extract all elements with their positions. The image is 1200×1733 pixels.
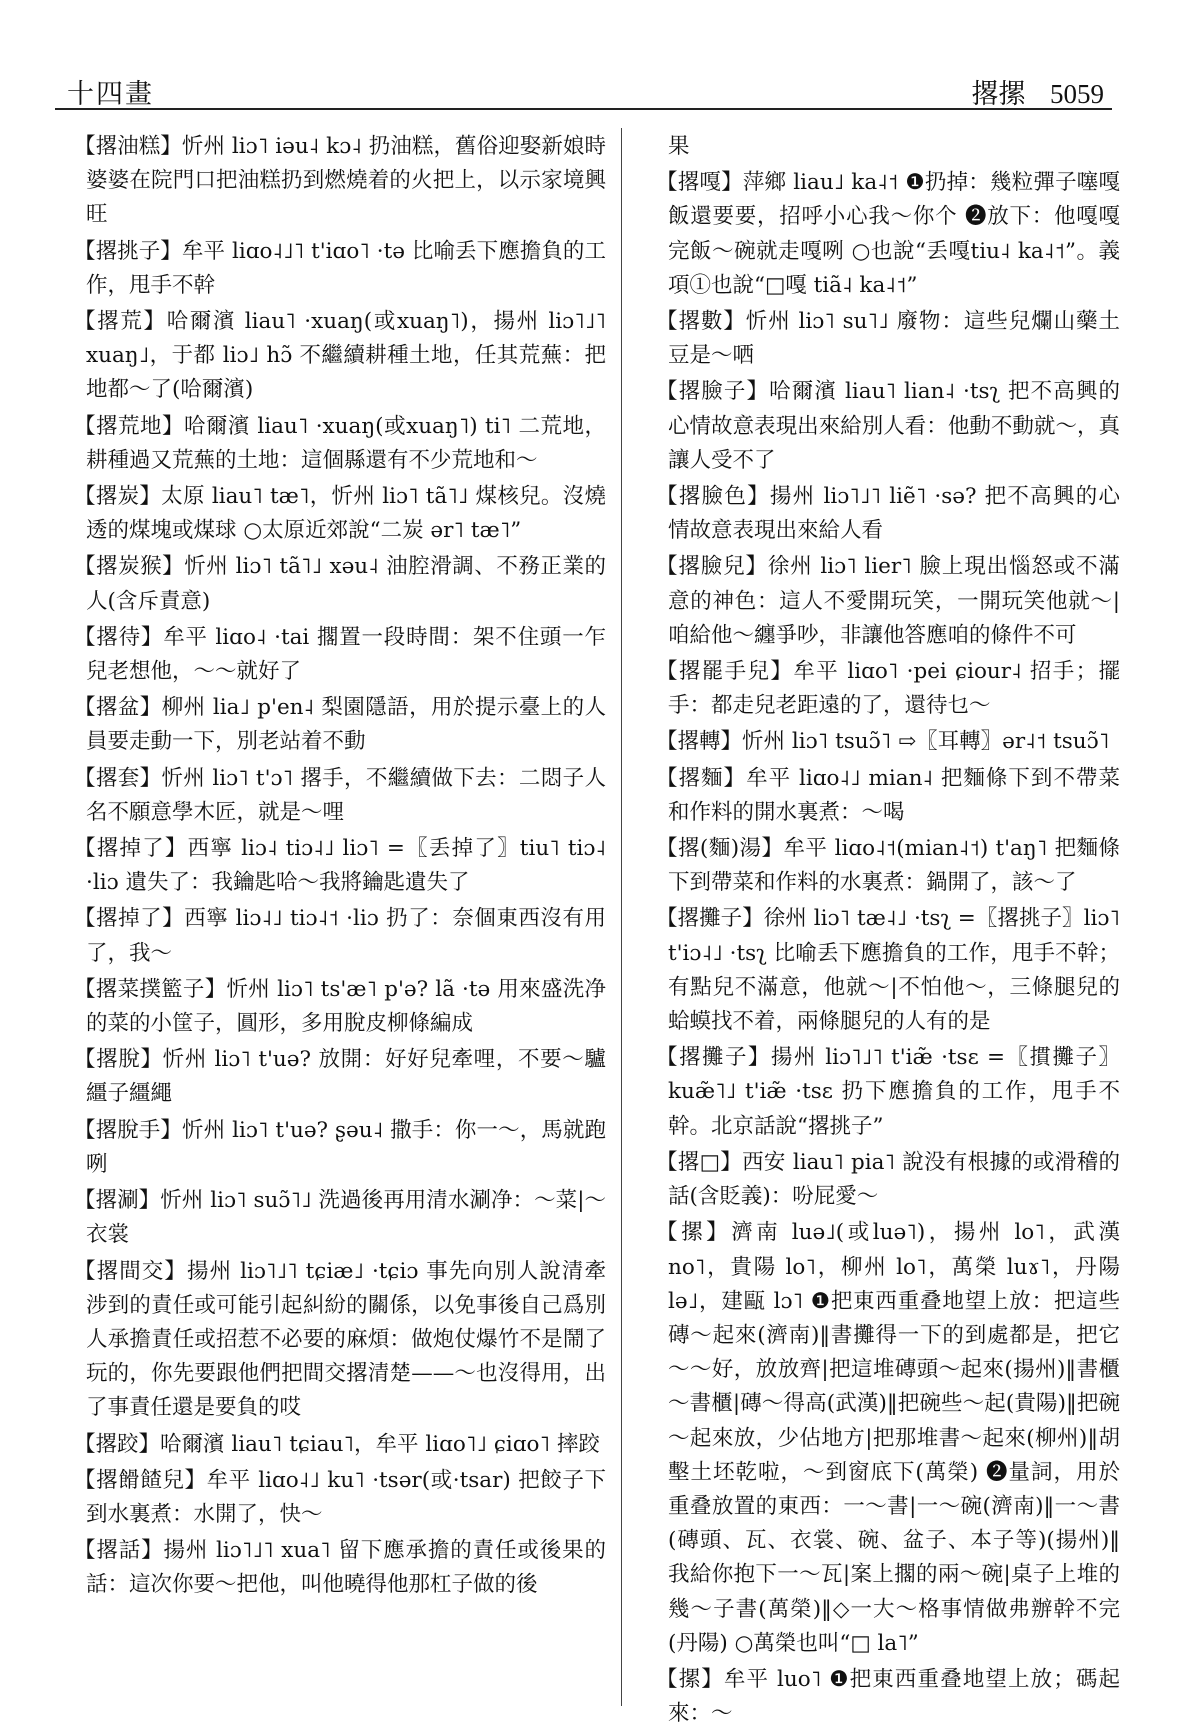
dictionary-entry [58,1114,606,1182]
entry-definition: 牟平 luo˥ ❶把東西重叠地望上放；碼起來：～ [668,1666,1120,1727]
dictionary-entry [58,832,606,900]
section-title: 十四畫 [67,79,154,110]
entry-definition: 哈爾濱 liau˥ tɕiau˥，牟平 liɑo˥˩ ɕiɑo˥ 摔跤 [160,1431,600,1457]
entry-headword: 【撂待】 [74,624,164,650]
entry-headword: 【撂臉兒】 [656,554,768,580]
entry-definition: 牟平 liɑo˥ ·pei ɕiour˨ 招手；擺手：都走兒老距遠的了，還待乜～ [668,659,1120,719]
dictionary-entry [640,1216,1120,1661]
entry-headword: 【撂跤】 [74,1431,161,1457]
entry-headword: 【撂轉】 [656,729,743,755]
entry-definition: 牟平 liɑo˨ ·tai 擱置一段時間：架不住頭一乍兒老想他，～～就好了 [86,624,606,685]
entry-definition: 忻州 liɔ˥ iəu˨ kɔ˨ 扔油糕，舊俗迎娶新娘時婆婆在院門口把油糕扔到燃燒着的火把上，以示家境興旺 [86,134,606,228]
entry-headword: 【撂罷手兒】 [656,659,794,685]
entry-definition: 忻州 liɔ˥ tã˥˩ xəu˨ 油腔滑調、不務正業的人(含斥責意) [86,554,606,614]
entry-definition: 忻州 liɔ˥ ts'æ˥ p'ə? lã ·tə 用來盛洗净的菜的小筐子，圓形，多用脫皮柳條編成 [86,976,606,1037]
entry-definition: 哈爾濱 liau˥ lian˨ ·tsʅ 把不高興的心情故意表現出來給別人看：他動不動就～，真讓人受不了 [668,379,1120,473]
dictionary-entry [58,480,606,548]
entry-definition: 忻州 liɔ˥ t'ɔ˥ 撂手，不繼續做下去：二悶子人名不願意學木匠，就是～哩 [86,765,606,825]
dictionary-entry [58,235,606,303]
column-divider [621,128,622,1706]
entry-definition: 揚州 liɔ˥˩˥ tɕiæ˩ ·tɕiɔ 事先向別人說清牽涉到的責任或可能引起糾紛的關係，以免事後自己爲別人承擔責任或招惹不必要的麻煩：做炮仗爆竹不是鬧了玩的，你先要跟他們把間交撂清楚——～也沒得用，出了事責任還是要負的哎 [86,1258,606,1421]
entry-definition: 西寧 liɔ˨˩ tiɔ˨˦ ·liɔ 扔了：奈個東西沒有用了，我～ [86,906,606,966]
dictionary-entry [58,1043,606,1111]
entry-headword: 【撂脫手】 [74,1117,182,1143]
dictionary-entry [640,480,1120,548]
entry-definition: 太原 liau˥ tæ˥，忻州 liɔ˥ tã˥˩ 煤核兒。沒燒透的煤塊或煤球 ○太原近郊說“二炭 ər˥ tæ˥” [86,484,606,544]
dictionary-entry [640,305,1120,373]
dictionary-entry [58,410,606,478]
dictionary-entry [640,762,1120,830]
dictionary-entry [640,166,1120,303]
entry-headword: 【撂臉色】 [656,484,770,510]
dictionary-entry [640,375,1120,478]
entry-headword: 【撂□】 [656,1149,743,1175]
entry-headword: 【摞】 [656,1666,724,1692]
dictionary-entry [58,305,606,408]
right-column [640,130,1120,1733]
page-header [55,62,1112,110]
entry-headword: 【撂麵】 [656,765,747,791]
dictionary-entry [58,621,606,689]
dictionary-entry [58,550,606,618]
entry-definition: 揚州 liɔ˥˩˥ t'iæ̃ ·tsɛ =〖摜攤子〗kuæ̃˥˩ t'iæ̃ ·tsɛ 扔下應擔負的工作，甩手不幹。北京話說“撂挑子” [668,1045,1120,1139]
entry-definition: 忻州 liɔ˥ t'uə? 放開：好好兒牽哩，不要～驢繮子繮繩 [86,1047,606,1107]
entry-headword: 【撂荒地】 [74,413,185,439]
entry-definition: 柳州 lia˩ p'en˨ 梨園隱語，用於提示臺上的人員要走動一下，別老站着不動 [86,695,606,755]
entry-headword: 【撂荒】 [74,309,167,335]
entry-definition: 牟平 liɑo˨˦(mian˨˦) t'aŋ˥ 把麵條下到帶菜和作料的水裏煮：鍋開了，該～了 [668,836,1120,896]
entry-headword: 【撂掉了】 [74,906,185,932]
dictionary-entry [58,973,606,1041]
entry-headword: 【撂嘎】 [656,170,743,196]
entry-definition: 萍鄉 liau˩ ka˨˦ ❶扔掉：幾粒彈子噻嘎飯還要要，招呼小心我～你个 ❷放下：他嘎嘎完飯～碗就走嘎咧 ○也說“丢嘎tiu˨ ka˨˦”。義項①也說“□嘎 tiã˨ ka˨˦” [668,170,1120,298]
entry-headword: 【撂挑子】 [74,238,182,264]
page-number: 5059 [1050,79,1104,109]
entry-definition: 濟南 luə˩(或luə˥)，揚州 lo˥，武漢 no˥，貴陽 lo˥，柳州 lo˥，萬榮 luɤ˥，丹陽 lə˩，建甌 lɔ˥ ❶把東西重叠地望上放：把這些磚～起來(濟南)‖書攤得一下的到處都是，把它～～好，放放齊|把這堆磚頭～起來(揚州)‖書櫃～書櫃|磚～得高(武漢)‖把碗些～起(貴陽)‖把碗～起來放，少佔地方|把那堆書～起來(柳州)‖胡墼土坯乾啦，～到窗底下(萬榮) ❷量詞，用於重叠放置的東西：一～書|一～碗(濟南)‖一～書(磚頭、瓦、衣裳、碗、盆子、本子等)(揚州)‖我給你抱下一～瓦|案上擱的兩～碗|桌子上堆的幾～子書(萬榮)‖◇一大～格事情做弗辦幹不完(丹陽) ○萬榮也叫“□ la˥” [668,1220,1120,1656]
dictionary-entry [58,130,606,233]
entry-definition: 牟平 liɑo˨˩ mian˨ 把麵條下到不帶菜和作料的開水裏煮：～喝 [668,765,1120,825]
entry-headword: 【撂盆】 [74,695,162,721]
entry-definition: 忻州 liɔ˥ su˥˩ 廢物：這些兒爛山藥土豆是～哂 [668,309,1120,369]
dictionary-entry [640,1663,1120,1731]
dictionary-entry [58,691,606,759]
entry-definition: 忻州 liɔ˥ suɔ̃˥˩ 洗過後再用清水涮净：～菜|～衣裳 [86,1188,606,1248]
entry-headword: 【撂臉子】 [656,379,770,405]
entry-definition: 忻州 liɔ˥ t'uə? ʂəu˨ 撒手：你一～，馬就跑咧 [86,1117,606,1177]
entry-headword: 【撂餶餷兒】 [74,1467,207,1493]
dictionary-entry [640,725,1120,759]
dictionary-entry [58,1534,606,1602]
entry-headword: 【摞】 [656,1220,732,1246]
dictionary-entry [58,1184,606,1252]
dictionary-entry [58,762,606,830]
entry-definition: 哈爾濱 liau˥ ·xuaŋ(或xuaŋ˥)，揚州 liɔ˥˩˥ xuaŋ˩，于都 liɔ˩ hɔ̃ 不繼續耕種土地，任其荒蕪：把地都～了(哈爾濱) [86,309,606,403]
dictionary-entry [640,832,1120,900]
entry-definition: 揚州 liɔ˥˩˥ xua˥ 留下應承擔的責任或後果的話：這次你要～把他，叫他曉得他那杠子做的後 [86,1538,606,1598]
left-column [58,130,606,1605]
entry-headword: 【撂數】 [656,309,746,335]
entry-headword: 【撂間交】 [74,1258,187,1284]
entry-headword: 【撂套】 [74,765,162,791]
entry-definition: 徐州 liɔ˥ tæ˨˩ ·tsʅ =〖撂挑子〗liɔ˥ t'iɔ˨˩ ·tsʅ 比喻丢下應擔負的工作，甩手不幹；有點兒不滿意，他就～|不怕他～，三條腿兒的蛤蟆找不着，兩條腿兒的人有的是 [668,906,1120,1035]
entry-definition: 忻州 liɔ˥ tsuɔ̃˥ ⇨〖耳轉〗ər˨˦ tsuɔ̃˥ [742,729,1110,755]
entry-headword: 【撂油糕】 [74,134,182,159]
entry-headword: 【撂脫】 [74,1047,163,1073]
entry-definition: 牟平 liɑo˨˩˥ t'iɑo˥ ·tə 比喻丢下應擔負的工作，甩手不幹 [86,238,606,298]
entry-headword: 【撂炭】 [74,484,162,510]
header-right [971,72,1104,111]
entry-headword: 【撂攤子】 [656,906,764,932]
entry-definition: 哈爾濱 liau˥ ·xuaŋ(或xuaŋ˥) ti˥ 二荒地，耕種過又荒蕪的土地：這個縣還有不少荒地和～ [86,413,606,473]
dictionary-entry [58,1255,606,1426]
entry-headword: 【撂(麵)湯】 [656,836,784,862]
entry-definition: 揚州 liɔ˥˩˥ liẽ˥ ·sə? 把不高興的心情故意表現出來給人看 [668,484,1120,544]
running-headwords: 撂摞 [971,79,1026,110]
entry-definition: 徐州 liɔ˥ lier˥ 臉上現出惱怒或不滿意的神色：這人不愛開玩笑，一開玩笑他就～|咱給他～纏爭吵，非讓他答應咱的條件不可 [668,554,1120,648]
dictionary-entry [640,1146,1120,1214]
dictionary-entry [640,550,1120,653]
entry-headword: 【撂炭猴】 [74,554,185,580]
entry-headword: 【撂涮】 [74,1188,161,1214]
dictionary-entry [640,902,1120,1039]
entry-definition: 果 [668,134,690,159]
entry-headword: 【撂話】 [74,1538,164,1564]
entry-definition: 西寧 liɔ˨ tiɔ˨˩ liɔ˥ =〖丢掉了〗tiu˥ tiɔ˨ ·liɔ 遺失了：我鑰匙哈～我將鑰匙遺失了 [86,836,606,896]
entry-headword: 【撂掉了】 [74,836,188,862]
entry-definition: 西安 liau˥ pia˥ 說没有根據的或滑稽的話(含貶義)：吩屁愛～ [668,1149,1120,1210]
dictionary-entry [640,655,1120,723]
entry-definition: 牟平 liɑo˨˩ ku˥ ·tsər(或·tsar) 把餃子下到水裏煮：水開了，快～ [86,1467,606,1527]
dictionary-entry [58,902,606,970]
entry-headword: 【撂菜撲籃子】 [74,976,227,1002]
entry-headword: 【撂攤子】 [656,1045,771,1071]
dictionary-entry [58,1428,606,1462]
dictionary-entry [640,130,1120,164]
dictionary-entry [640,1041,1120,1144]
dictionary-entry [58,1464,606,1532]
